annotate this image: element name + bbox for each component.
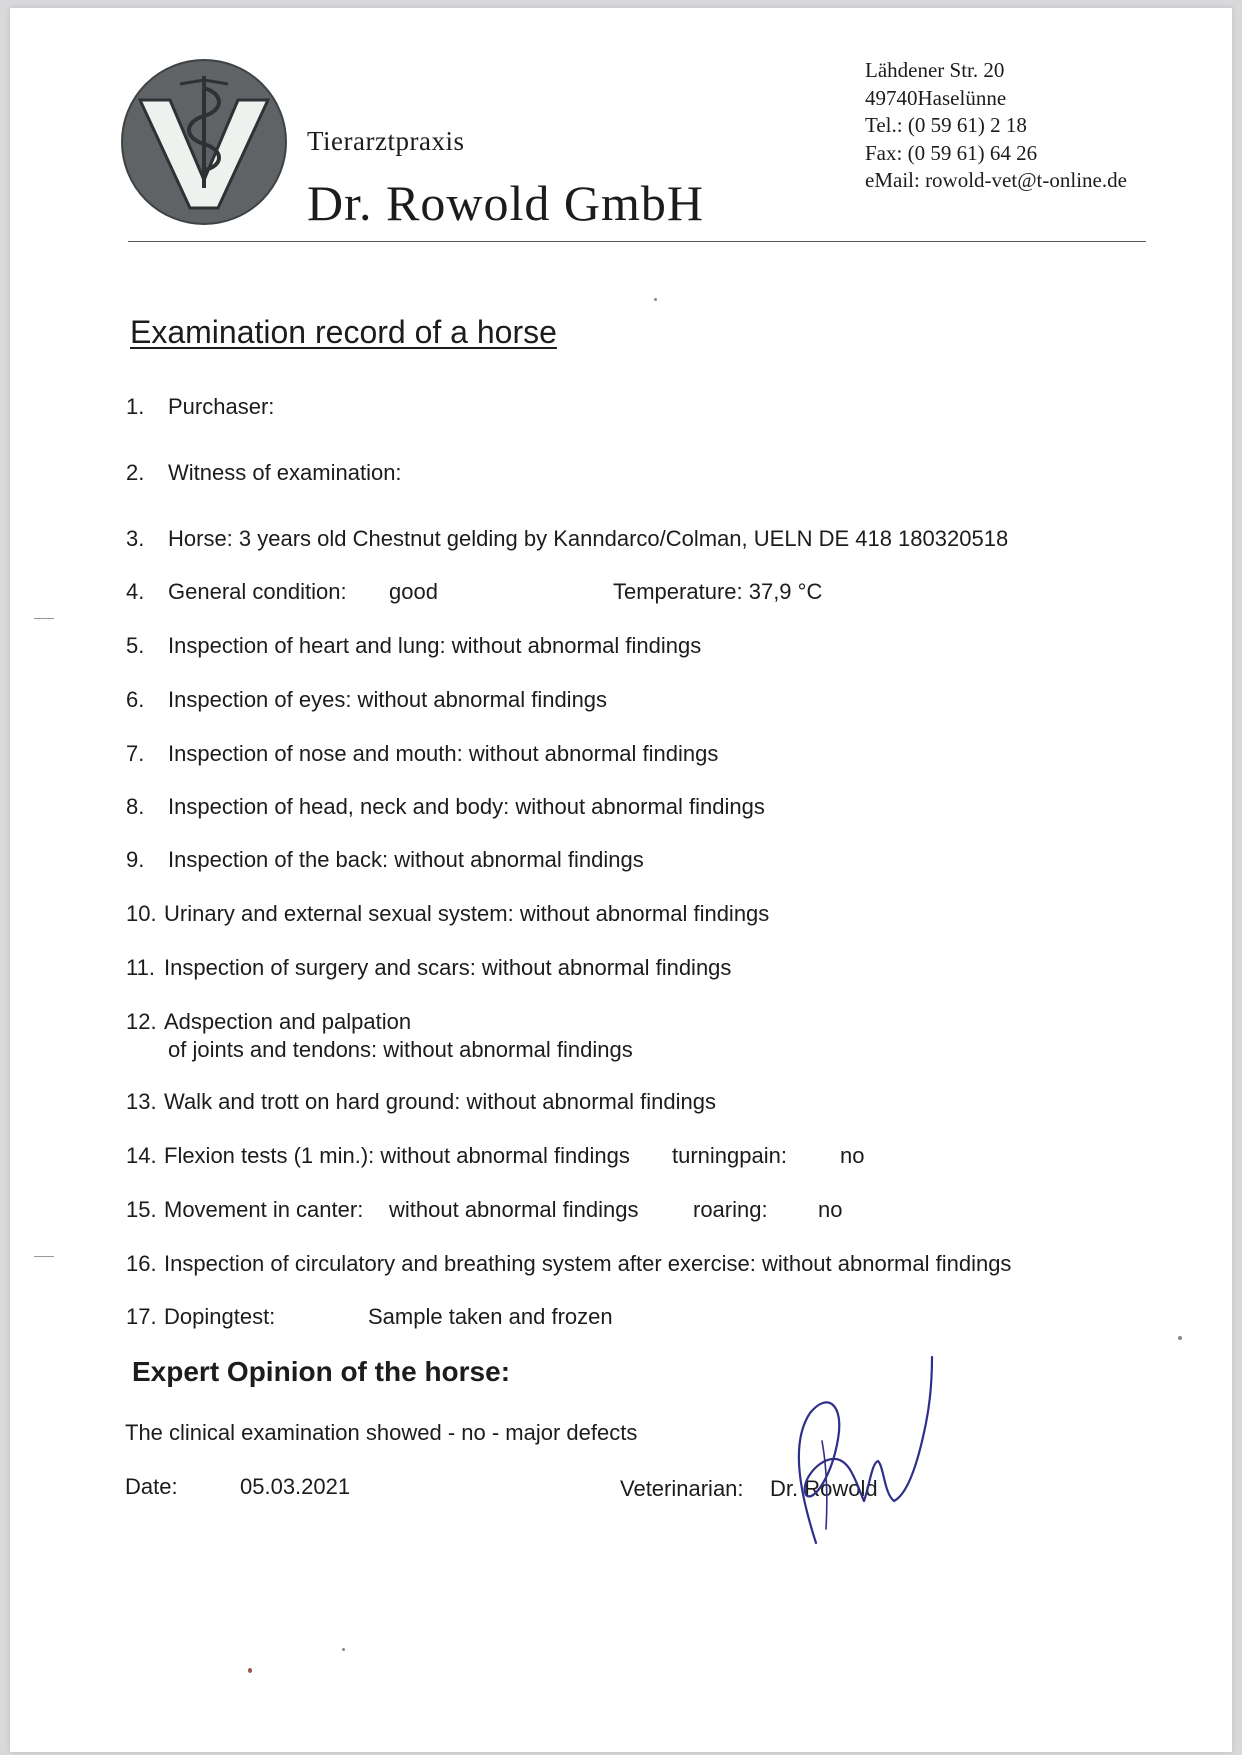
item-label: Flexion tests (1 min.): without abnormal findings	[164, 1143, 630, 1168]
item-value: Sample taken and frozen	[368, 1304, 613, 1329]
item-label: Inspection of head, neck and body: without abnormal findings	[168, 794, 765, 819]
list-item-walk-trott	[126, 1089, 716, 1115]
item-number: 16.	[126, 1251, 157, 1276]
list-item-horse	[126, 526, 1009, 552]
list-item-urinary	[126, 901, 770, 927]
list-item-circulatory	[126, 1251, 1012, 1277]
list-item-dopingtest	[126, 1304, 613, 1330]
address-block	[865, 57, 1127, 195]
item-label: Inspection of the back: without abnormal findings	[168, 847, 644, 872]
list-item-witness	[126, 460, 402, 486]
turningpain-label: turningpain:	[672, 1143, 787, 1168]
list-item-back	[126, 847, 644, 873]
veterinarian-name: Dr. Rowold	[770, 1476, 878, 1501]
roaring-value: no	[818, 1197, 843, 1222]
item-label: Inspection of circulatory and breathing system after exercise: without abnormal findings	[164, 1251, 1012, 1276]
list-item-purchaser	[126, 394, 275, 420]
item-label: Movement in canter:	[164, 1197, 364, 1222]
item-label: Witness of examination:	[168, 460, 402, 485]
item-number: 7.	[126, 741, 145, 766]
turningpain-value: no	[840, 1143, 865, 1168]
item-number: 8.	[126, 794, 145, 819]
speck	[342, 1648, 345, 1651]
item-number: 9.	[126, 847, 145, 872]
address-fax: Fax: (0 59 61) 64 26	[865, 140, 1038, 165]
item-label: Inspection of nose and mouth: without abnormal findings	[168, 741, 719, 766]
opinion-heading: Expert Opinion of the horse:	[132, 1356, 511, 1387]
item-number: 4.	[126, 579, 145, 604]
item-number: 3.	[126, 526, 145, 551]
opinion-text: The clinical examination showed - no - major defects	[125, 1420, 638, 1445]
item-continuation: of joints and tendons: without abnormal findings	[168, 1037, 633, 1062]
roaring-label: roaring:	[693, 1197, 768, 1222]
item-number: 6.	[126, 687, 145, 712]
item-number: 1.	[126, 394, 145, 419]
date-value: 05.03.2021	[240, 1474, 351, 1499]
item-label: Purchaser:	[168, 394, 275, 419]
date-label: Date:	[125, 1474, 178, 1499]
speck	[1178, 1336, 1182, 1340]
item-label: Walk and trott on hard ground: without abnormal findings	[164, 1089, 716, 1114]
address-street: Lähdener Str. 20	[865, 58, 1005, 82]
item-label: Inspection of eyes: without abnormal findings	[168, 687, 608, 712]
item-number: 12.	[126, 1009, 157, 1034]
margin-mark	[34, 618, 54, 619]
list-item-canter	[126, 1197, 843, 1223]
list-item-surgery-scars	[126, 955, 732, 981]
list-item-eyes	[126, 687, 608, 713]
item-label: Dopingtest:	[164, 1304, 276, 1329]
item-number: 10.	[126, 901, 157, 926]
list-item-general-condition	[126, 579, 823, 605]
address-phone: Tel.: (0 59 61) 2 18	[865, 113, 1027, 137]
item-number: 13.	[126, 1089, 157, 1114]
list-item-nose-mouth	[126, 741, 719, 767]
praxis-label: Tierarztpraxis	[307, 126, 465, 156]
item-number: 14.	[126, 1143, 157, 1168]
item-label: Horse: 3 years old Chestnut gelding by Kanndarco/Colman, UELN DE 418 180320518	[168, 526, 1009, 551]
item-label: Urinary and external sexual system: without abnormal findings	[164, 901, 770, 926]
list-item-flexion-tests	[126, 1143, 865, 1169]
list-item-heart-lung	[126, 633, 702, 659]
document-page	[10, 8, 1232, 1752]
clinic-logo	[120, 58, 288, 226]
item-number: 17.	[126, 1304, 157, 1329]
temperature-label: Temperature: 37,9 °C	[613, 579, 823, 604]
veterinarian-label: Veterinarian:	[620, 1476, 744, 1501]
item-value: without abnormal findings	[389, 1197, 639, 1222]
speck	[248, 1668, 252, 1673]
margin-mark	[34, 1256, 54, 1257]
item-label: General condition:	[168, 579, 347, 604]
speck	[654, 298, 657, 301]
item-label: Adspection and palpation	[164, 1009, 412, 1034]
item-number: 11.	[126, 955, 155, 980]
item-label: Inspection of heart and lung: without abnormal findings	[168, 633, 702, 658]
item-value: good	[389, 579, 438, 604]
address-email: eMail: rowold-vet@t-online.de	[865, 168, 1127, 192]
item-number: 2.	[126, 460, 145, 485]
item-number: 5.	[126, 633, 145, 658]
item-number: 15.	[126, 1197, 157, 1222]
address-city: 49740Haselünne	[865, 85, 1007, 110]
header-divider	[128, 241, 1146, 242]
item-label: Inspection of surgery and scars: without abnormal findings	[164, 955, 732, 980]
company-name: Dr. Rowold GmbH	[307, 175, 704, 231]
signature	[770, 1343, 950, 1568]
list-item-joints-tendons	[126, 1009, 633, 1062]
document-title: Examination record of a horse	[130, 314, 557, 350]
list-item-head-neck-body	[126, 794, 765, 820]
